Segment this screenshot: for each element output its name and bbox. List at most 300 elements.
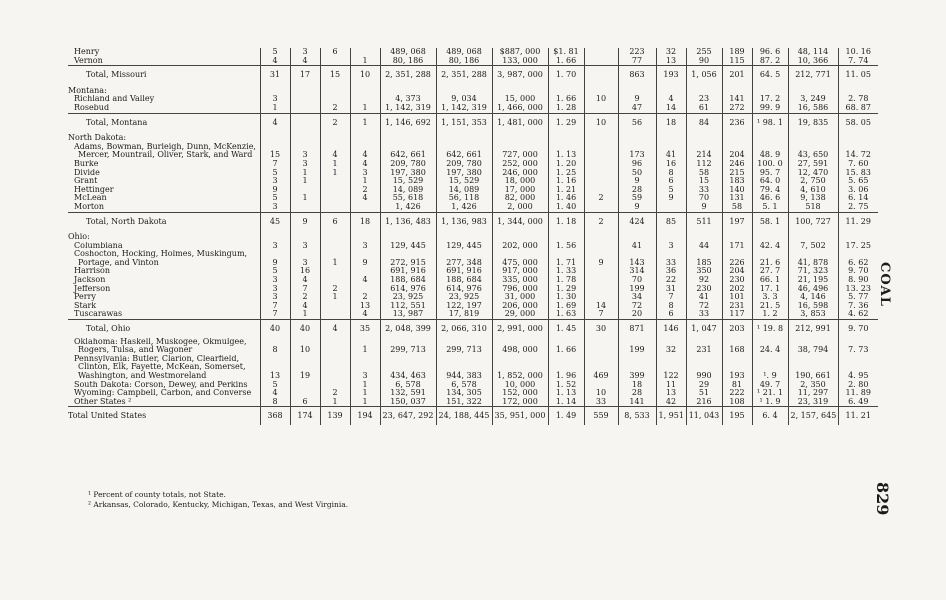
table-cell: 193 <box>656 66 686 84</box>
table-cell <box>380 131 436 143</box>
table-cell: 30 <box>584 320 618 338</box>
table-cell <box>584 276 618 285</box>
table-cell <box>350 230 380 242</box>
table-cell: 3 <box>290 242 320 251</box>
table-cell <box>492 84 548 96</box>
table-cell: 1. 33 <box>548 267 584 276</box>
table-cell: 201 <box>722 66 752 84</box>
table-cell: 1. 2 <box>752 310 788 319</box>
table-cell: 17. 25 <box>838 242 878 251</box>
table-cell: 100, 727 <box>788 212 838 230</box>
table-cell: 45 <box>260 212 290 230</box>
table-cell: 12, 470 <box>788 169 838 178</box>
table-cell <box>656 84 686 96</box>
table-row <box>68 177 878 186</box>
table-cell <box>320 267 350 276</box>
table-cell: 2 <box>320 285 350 294</box>
table-cell: 4 <box>260 113 290 131</box>
table-cell: 72 <box>618 302 656 311</box>
table-cell <box>436 230 492 242</box>
table-cell: 35 <box>350 320 380 338</box>
page-number: 829 <box>873 482 892 516</box>
table-cell: 4 <box>350 310 380 319</box>
table-cell: 3 <box>350 355 380 381</box>
table-cell: 9. 70 <box>838 267 878 276</box>
table-cell <box>436 84 492 96</box>
table-cell: 193 <box>722 355 752 381</box>
table-cell: 77 <box>618 57 656 66</box>
footnote-2: ² Arkansas, Colorado, Kentucky, Michigan, Texas, and West Virginia. <box>88 500 349 509</box>
table-row <box>68 57 878 66</box>
table-cell: 1. 66 <box>548 95 584 104</box>
table-cell <box>380 84 436 96</box>
table-cell: 1. 29 <box>548 113 584 131</box>
table-cell: 231 <box>722 302 752 311</box>
table-cell: 96. 6 <box>752 48 788 57</box>
table-cell: 80, 186 <box>436 57 492 66</box>
table-cell <box>584 293 618 302</box>
row-label: Henry <box>74 48 100 56</box>
table-cell: 7, 502 <box>788 242 838 251</box>
table-row <box>68 285 878 294</box>
table-cell <box>618 84 656 96</box>
table-cell: 10 <box>290 338 320 355</box>
table-cell: 2. 75 <box>838 203 878 212</box>
table-cell: 13. 23 <box>838 285 878 294</box>
table-cell <box>350 48 380 57</box>
table-cell <box>584 48 618 57</box>
table-cell: 79. 4 <box>752 186 788 195</box>
table-cell: 1. 14 <box>548 398 584 407</box>
table-cell: 58. 05 <box>838 113 878 131</box>
table-cell: 1. 52 <box>548 381 584 390</box>
table-cell: 475, 000 <box>492 250 548 267</box>
table-cell: 3 <box>260 177 290 186</box>
table-cell: 18 <box>350 212 380 230</box>
table-cell: 203 <box>722 320 752 338</box>
total-row <box>68 212 878 230</box>
table-cell: 2 <box>584 212 618 230</box>
table-cell: 230 <box>722 276 752 285</box>
table-row <box>68 143 878 160</box>
table-cell: 1, 466, 000 <box>492 104 548 113</box>
row-label: Rosebud <box>74 103 110 112</box>
table-cell <box>320 242 350 251</box>
running-head: COAL <box>877 262 892 307</box>
table-cell: 6. 14 <box>838 194 878 203</box>
table-row <box>68 169 878 178</box>
table-cell: 1. 40 <box>548 203 584 212</box>
table-cell: 172, 000 <box>492 398 548 407</box>
table-cell: 8 <box>260 398 290 407</box>
table-cell: 29 <box>686 381 722 390</box>
table-cell: 9 <box>618 177 656 186</box>
table-cell: 5 <box>260 48 290 57</box>
table-cell <box>320 194 350 203</box>
table-cell: 17. 2 <box>752 95 788 104</box>
row-label: Perry <box>74 293 96 302</box>
table-cell: 13 <box>260 355 290 381</box>
table-cell: 58. 1 <box>752 212 788 230</box>
table-cell: 944, 383 <box>436 355 492 381</box>
table-row <box>68 194 878 203</box>
table-cell: 4 <box>656 95 686 104</box>
table-cell: 202 <box>722 285 752 294</box>
table-cell: 151, 322 <box>436 398 492 407</box>
table-cell <box>290 113 320 131</box>
table-cell: 1, 852, 000 <box>492 355 548 381</box>
table-cell: 10 <box>584 113 618 131</box>
table-cell: 112, 551 <box>380 302 436 311</box>
table-cell: 16, 586 <box>788 104 838 113</box>
table-cell: 7 <box>290 285 320 294</box>
table-cell <box>290 389 320 398</box>
table-cell: 32 <box>656 48 686 57</box>
table-cell: 85 <box>656 212 686 230</box>
table-cell: 4 <box>320 320 350 338</box>
table-cell: 204 <box>722 267 752 276</box>
table-cell: 68. 87 <box>838 104 878 113</box>
coal-statistics-page <box>68 48 871 425</box>
table-cell: 246, 000 <box>492 169 548 178</box>
row-label: Total, Montana <box>68 113 260 131</box>
table-cell: 133, 000 <box>492 57 548 66</box>
table-body <box>68 48 878 425</box>
table-cell: 1, 146, 692 <box>380 113 436 131</box>
table-cell: 168 <box>722 338 752 355</box>
row-label: Harrison <box>74 267 111 276</box>
table-cell: 4, 373 <box>380 95 436 104</box>
table-cell: 16 <box>290 267 320 276</box>
table-cell <box>752 84 788 96</box>
table-cell: 2. 78 <box>838 95 878 104</box>
table-cell: 231 <box>686 338 722 355</box>
table-cell <box>722 84 752 96</box>
row-label: Oklahoma: Haskell, Muskogee, Okmulgee, Rogers, Tulsa, and Wagoner <box>74 337 247 355</box>
table-cell: 13, 987 <box>380 310 436 319</box>
coal-production-table <box>68 48 878 425</box>
table-cell: 1 <box>320 250 350 267</box>
table-row <box>68 186 878 195</box>
table-row <box>68 242 878 251</box>
table-cell: 14, 089 <box>380 186 436 195</box>
table-cell: 14. 72 <box>838 143 878 160</box>
table-cell: 1, 056 <box>686 66 722 84</box>
row-label: Jackson <box>74 276 106 285</box>
table-cell: 23 <box>686 95 722 104</box>
table-cell: 299, 713 <box>380 338 436 355</box>
table-cell <box>290 104 320 113</box>
table-cell <box>752 230 788 242</box>
table-cell <box>320 302 350 311</box>
table-cell <box>618 131 656 143</box>
table-cell <box>436 131 492 143</box>
table-cell: 41 <box>686 293 722 302</box>
table-cell: 16 <box>656 160 686 169</box>
table-cell: 28 <box>618 186 656 195</box>
table-cell <box>320 186 350 195</box>
table-cell <box>584 104 618 113</box>
table-cell: 188, 684 <box>436 276 492 285</box>
table-cell: 1 <box>320 169 350 178</box>
total-row <box>68 407 878 425</box>
table-cell: 21. 5 <box>752 302 788 311</box>
table-cell: 3. 3 <box>752 293 788 302</box>
table-cell: 1. 96 <box>548 355 584 381</box>
table-cell: 131 <box>722 194 752 203</box>
table-row <box>68 250 878 267</box>
table-cell: 18, 000 <box>492 177 548 186</box>
table-cell: 7 <box>656 293 686 302</box>
footnotes <box>88 490 348 510</box>
table-cell: 17. 1 <box>752 285 788 294</box>
table-cell: 8 <box>656 302 686 311</box>
table-cell: 1. 71 <box>548 250 584 267</box>
table-cell: 6 <box>320 212 350 230</box>
row-label: McLean <box>74 194 107 203</box>
table-cell: 9 <box>686 203 722 212</box>
table-cell <box>350 131 380 143</box>
table-cell: 2 <box>290 293 320 302</box>
table-cell: 871 <box>618 320 656 338</box>
table-cell <box>584 131 618 143</box>
table-row <box>68 267 878 276</box>
table-cell: 141 <box>722 95 752 104</box>
table-cell: 22 <box>656 276 686 285</box>
footnote-1: ¹ Percent of county totals, not State. <box>88 490 226 499</box>
table-cell: 204 <box>722 143 752 160</box>
table-cell: 90 <box>686 57 722 66</box>
table-cell: 8, 533 <box>618 407 656 425</box>
table-cell: 82, 000 <box>492 194 548 203</box>
table-cell: 5 <box>260 169 290 178</box>
table-cell <box>320 84 350 96</box>
table-cell: 139 <box>320 407 350 425</box>
table-cell: 3 <box>350 242 380 251</box>
table-cell <box>350 95 380 104</box>
table-cell: 1. 56 <box>548 242 584 251</box>
table-cell: 4 <box>350 160 380 169</box>
table-cell: 7. 73 <box>838 338 878 355</box>
table-cell <box>584 186 618 195</box>
table-cell: 152, 000 <box>492 389 548 398</box>
table-cell <box>290 131 320 143</box>
row-label: Total, Missouri <box>68 66 260 84</box>
table-cell <box>788 84 838 96</box>
table-cell: 246 <box>722 160 752 169</box>
table-cell: 1, 047 <box>686 320 722 338</box>
table-cell: 299, 713 <box>436 338 492 355</box>
table-cell: 141 <box>618 398 656 407</box>
table-cell: 51 <box>686 389 722 398</box>
table-cell: 33 <box>686 310 722 319</box>
table-cell: 11. 05 <box>838 66 878 84</box>
table-cell <box>752 131 788 143</box>
table-cell: 42 <box>656 398 686 407</box>
table-cell: 18 <box>656 113 686 131</box>
table-cell: 1. 16 <box>548 177 584 186</box>
table-cell <box>260 84 290 96</box>
table-cell: 1. 30 <box>548 293 584 302</box>
table-cell <box>320 355 350 381</box>
table-cell: 199 <box>618 338 656 355</box>
table-cell: 691, 916 <box>436 267 492 276</box>
table-cell: 122 <box>656 355 686 381</box>
table-cell: 11. 29 <box>838 212 878 230</box>
table-cell: 40 <box>260 320 290 338</box>
table-cell: 18 <box>618 381 656 390</box>
table-cell: 434, 463 <box>380 355 436 381</box>
table-cell: 4. 95 <box>838 355 878 381</box>
table-cell: 10 <box>350 66 380 84</box>
table-cell: 1, 951 <box>656 407 686 425</box>
table-cell: 9 <box>290 212 320 230</box>
table-cell: 4. 62 <box>838 310 878 319</box>
table-cell: 642, 661 <box>380 143 436 160</box>
table-cell: 38, 794 <box>788 338 838 355</box>
table-cell: 2 <box>320 113 350 131</box>
table-cell: 24, 188, 445 <box>436 407 492 425</box>
table-cell: 23, 925 <box>380 293 436 302</box>
table-cell: 31 <box>260 66 290 84</box>
table-cell: 41 <box>618 242 656 251</box>
row-label: Hettinger <box>74 185 114 194</box>
table-cell: 3 <box>260 276 290 285</box>
table-row <box>68 355 878 381</box>
table-cell: 6 <box>656 177 686 186</box>
table-cell: 190, 661 <box>788 355 838 381</box>
table-cell: 6 <box>290 398 320 407</box>
table-cell: 64. 0 <box>752 177 788 186</box>
table-cell: 3 <box>260 285 290 294</box>
table-cell: 1, 136, 983 <box>436 212 492 230</box>
row-label: Coshocton, Hocking, Holmes, Muskingum, Portage, and Vinton <box>74 250 248 267</box>
table-cell: 9, 138 <box>788 194 838 203</box>
table-cell: 489, 068 <box>380 48 436 57</box>
table-cell: 216 <box>686 398 722 407</box>
table-cell: 43, 650 <box>788 143 838 160</box>
row-label: Other States ² <box>74 397 132 406</box>
table-cell <box>548 230 584 242</box>
table-cell <box>838 230 878 242</box>
table-cell: 1. 78 <box>548 276 584 285</box>
table-cell: 15, 529 <box>380 177 436 186</box>
table-row <box>68 302 878 311</box>
table-cell: 20 <box>618 310 656 319</box>
table-cell: 199 <box>618 285 656 294</box>
table-cell: 3 <box>290 250 320 267</box>
table-row <box>68 389 878 398</box>
table-cell: 1. 70 <box>548 66 584 84</box>
table-cell: 24. 4 <box>752 338 788 355</box>
table-cell: 47 <box>618 104 656 113</box>
table-cell: 146 <box>656 320 686 338</box>
table-cell: 27, 591 <box>788 160 838 169</box>
table-cell: 222 <box>722 389 752 398</box>
row-label: South Dakota: Corson, Dewey, and Perkins <box>74 380 248 389</box>
table-cell <box>788 230 838 242</box>
table-cell: 990 <box>686 355 722 381</box>
table-cell: 189 <box>722 48 752 57</box>
table-cell <box>584 203 618 212</box>
table-cell <box>320 203 350 212</box>
table-cell: 29, 000 <box>492 310 548 319</box>
table-cell: 40 <box>290 320 320 338</box>
table-cell <box>290 381 320 390</box>
table-cell: 64. 5 <box>752 66 788 84</box>
table-cell: 1 <box>350 177 380 186</box>
table-cell: 255 <box>686 48 722 57</box>
table-cell: 1, 136, 483 <box>380 212 436 230</box>
table-cell: 41 <box>656 143 686 160</box>
table-cell: 150, 037 <box>380 398 436 407</box>
table-cell <box>838 131 878 143</box>
table-cell <box>320 276 350 285</box>
state-heading-row <box>68 131 878 143</box>
table-cell: 1. 13 <box>548 389 584 398</box>
table-cell: 1. 66 <box>548 57 584 66</box>
table-cell: 81 <box>722 381 752 390</box>
table-cell: 3 <box>290 160 320 169</box>
table-cell <box>584 160 618 169</box>
table-row <box>68 310 878 319</box>
table-cell: 1 <box>290 177 320 186</box>
table-cell <box>584 143 618 160</box>
table-cell: 209, 780 <box>380 160 436 169</box>
table-cell <box>320 310 350 319</box>
table-cell: 50 <box>618 169 656 178</box>
table-cell: 11 <box>656 381 686 390</box>
table-cell <box>260 131 290 143</box>
table-cell: 188, 684 <box>380 276 436 285</box>
table-cell: 202, 000 <box>492 242 548 251</box>
table-cell: 122, 197 <box>436 302 492 311</box>
table-cell <box>548 84 584 96</box>
total-row <box>68 66 878 84</box>
table-cell: 3 <box>656 242 686 251</box>
row-label: North Dakota: <box>68 133 127 143</box>
row-label: Adams, Bowman, Burleigh, Dunn, McKenzie, Mercer, Mountrail, Oliver, Stark, and Ward <box>74 142 256 160</box>
table-row <box>68 398 878 407</box>
table-cell: 173 <box>618 143 656 160</box>
table-cell: 272, 915 <box>380 250 436 267</box>
table-cell <box>548 131 584 143</box>
table-cell: ¹ 98. 1 <box>752 113 788 131</box>
table-cell <box>320 230 350 242</box>
table-cell: 58 <box>686 169 722 178</box>
table-cell: 1, 142, 319 <box>380 104 436 113</box>
table-cell: 236 <box>722 113 752 131</box>
table-cell: 10, 000 <box>492 381 548 390</box>
row-label: Total, Ohio <box>68 320 260 338</box>
table-row <box>68 95 878 104</box>
table-cell: 6. 49 <box>838 398 878 407</box>
table-cell: 72 <box>686 302 722 311</box>
table-cell <box>290 186 320 195</box>
table-cell: 4 <box>260 57 290 66</box>
table-cell: 174 <box>290 407 320 425</box>
table-cell: 8 <box>656 169 686 178</box>
table-cell: $887, 000 <box>492 48 548 57</box>
table-cell: 209, 780 <box>436 160 492 169</box>
table-cell: 1 <box>350 338 380 355</box>
table-cell <box>584 267 618 276</box>
table-cell <box>320 177 350 186</box>
table-cell: ¹ 19. 8 <box>752 320 788 338</box>
table-cell: 2 <box>350 186 380 195</box>
table-cell <box>584 84 618 96</box>
table-cell: 10 <box>584 95 618 104</box>
